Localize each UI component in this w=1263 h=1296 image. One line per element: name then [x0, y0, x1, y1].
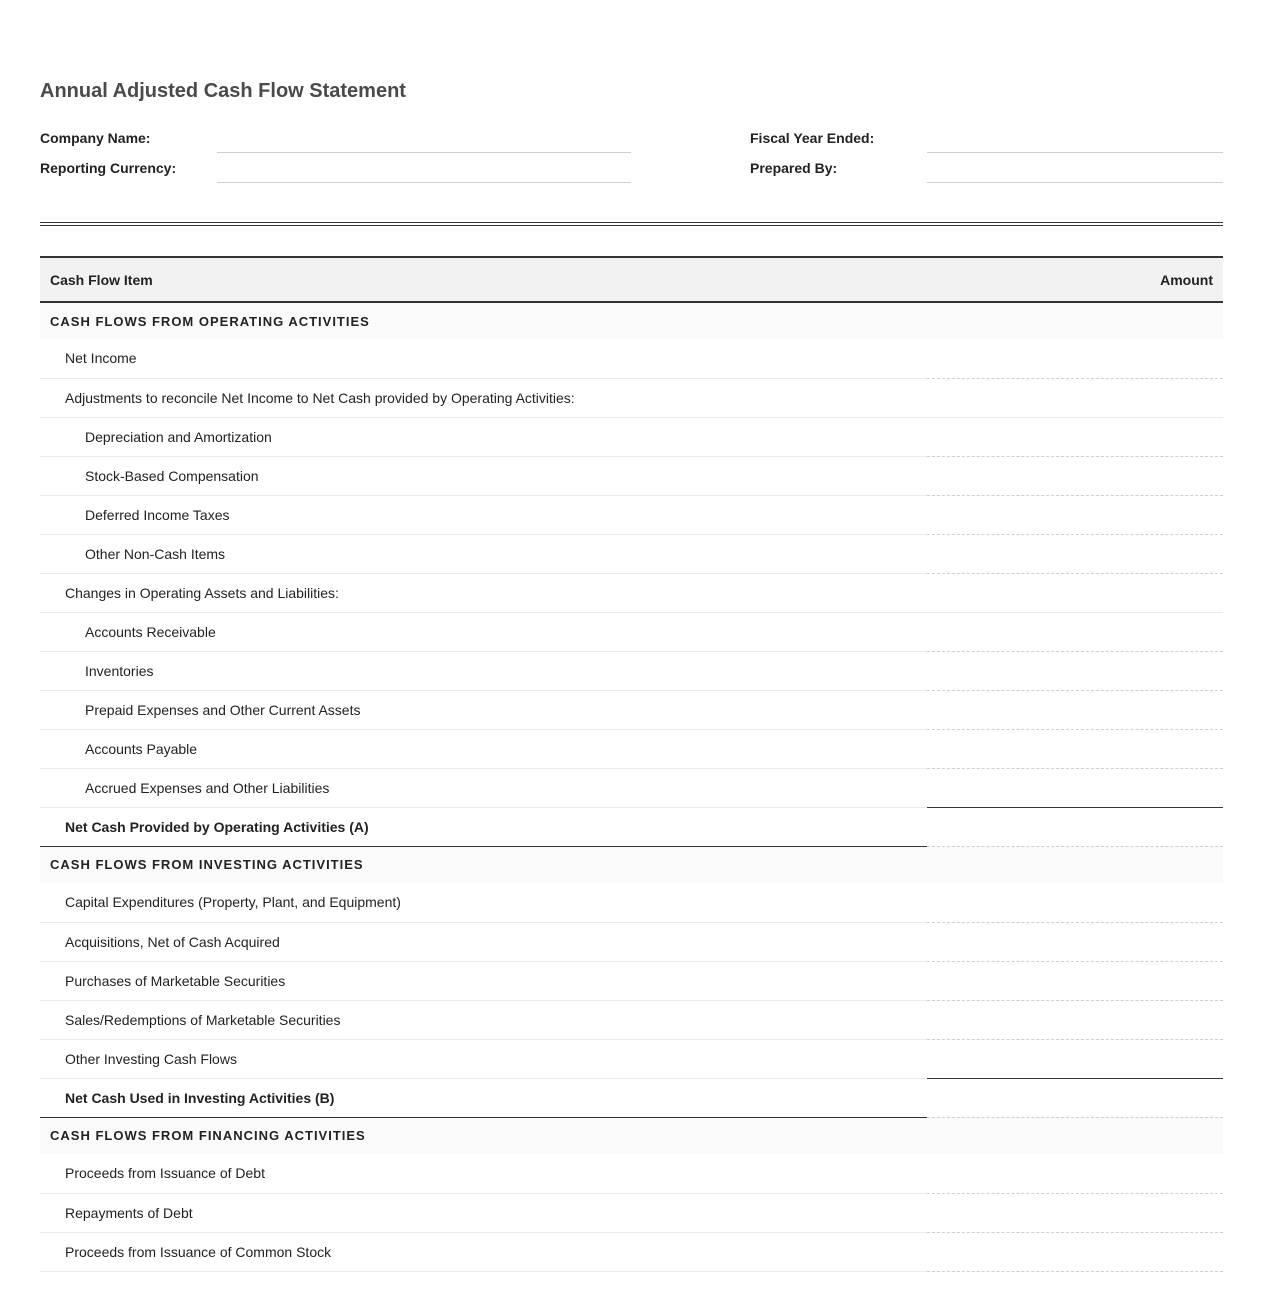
- prepaid-input[interactable]: [927, 691, 1223, 729]
- table-row: [40, 612, 1223, 651]
- table-row: [40, 729, 1223, 768]
- securities-sales-label: Sales/Redemptions of Marketable Securities: [40, 1000, 927, 1039]
- acquisitions-input[interactable]: [927, 923, 1223, 961]
- securities-purchases-label: Purchases of Marketable Securities: [40, 961, 927, 1000]
- column-header-item: Cash Flow Item: [40, 257, 927, 302]
- fiscal-year-field[interactable]: [927, 130, 1223, 153]
- securities-purchases-input[interactable]: [927, 962, 1223, 1000]
- accounts-receivable-input[interactable]: [927, 613, 1223, 651]
- reporting-currency-label: Reporting Currency:: [40, 160, 177, 176]
- table-row: [40, 417, 1223, 456]
- section-operating-row: [40, 302, 1223, 339]
- company-name-field[interactable]: [217, 130, 631, 153]
- prepaid-label: Prepaid Expenses and Other Current Assets: [40, 690, 927, 729]
- stock-comp-label: Stock-Based Compensation: [40, 456, 927, 495]
- table-row: [40, 378, 1223, 417]
- capex-amount[interactable]: [927, 883, 1223, 922]
- stock-issuance-label: Proceeds from Issuance of Common Stock: [40, 1232, 927, 1271]
- other-investing-label: Other Investing Cash Flows: [40, 1039, 927, 1078]
- debt-repayment-amount[interactable]: [927, 1193, 1223, 1232]
- inventories-amount[interactable]: [927, 651, 1223, 690]
- capex-input[interactable]: [927, 883, 1223, 922]
- stock-comp-input[interactable]: [927, 457, 1223, 495]
- table-row: [40, 573, 1223, 612]
- operating-total-row: [40, 807, 1223, 846]
- acquisitions-label: Acquisitions, Net of Cash Acquired: [40, 922, 927, 961]
- stock-issuance-input[interactable]: [927, 1233, 1223, 1271]
- table-row: [40, 495, 1223, 534]
- stock-comp-amount[interactable]: [927, 456, 1223, 495]
- table-row: [40, 768, 1223, 807]
- other-investing-amount[interactable]: [927, 1039, 1223, 1078]
- table-row: [40, 339, 1223, 378]
- prepared-by-field[interactable]: [927, 160, 1223, 183]
- table-row: [40, 1000, 1223, 1039]
- table-row: [40, 961, 1223, 1000]
- table-row: [40, 651, 1223, 690]
- table-header-row: [40, 257, 1223, 302]
- capex-label: Capital Expenditures (Property, Plant, and Equipment): [40, 883, 927, 922]
- accrued-amount[interactable]: [927, 768, 1223, 807]
- table-row: [40, 1193, 1223, 1232]
- prepared-by-label: Prepared By:: [750, 160, 838, 176]
- accrued-label: Accrued Expenses and Other Liabilities: [40, 768, 927, 807]
- debt-issuance-input[interactable]: [927, 1154, 1223, 1193]
- deferred-taxes-input[interactable]: [927, 496, 1223, 534]
- company-name-label: Company Name:: [40, 130, 151, 146]
- acquisitions-amount[interactable]: [927, 922, 1223, 961]
- investing-total-row: [40, 1078, 1223, 1117]
- debt-repayment-label: Repayments of Debt: [40, 1193, 927, 1232]
- changes-heading: Changes in Operating Assets and Liabilities:: [40, 573, 927, 612]
- cash-flow-table: [40, 256, 1223, 1272]
- stock-issuance-amount[interactable]: [927, 1232, 1223, 1271]
- table-row: [40, 1232, 1223, 1271]
- other-non-cash-label: Other Non-Cash Items: [40, 534, 927, 573]
- depreciation-input[interactable]: [927, 418, 1223, 456]
- other-non-cash-amount[interactable]: [927, 534, 1223, 573]
- depreciation-label: Depreciation and Amortization: [40, 417, 927, 456]
- investing-total-label: Net Cash Used in Investing Activities (B): [40, 1078, 927, 1117]
- deferred-taxes-amount[interactable]: [927, 495, 1223, 534]
- adjustments-heading-amount-cell: [927, 378, 1223, 417]
- debt-issuance-amount[interactable]: [927, 1154, 1223, 1193]
- investing-total-input[interactable]: [927, 1079, 1223, 1117]
- operating-total-label: Net Cash Provided by Operating Activities (A): [40, 807, 927, 846]
- prepaid-amount[interactable]: [927, 690, 1223, 729]
- section-financing-row: [40, 1117, 1223, 1154]
- net-income-label: Net Income: [40, 339, 927, 378]
- reporting-currency-field[interactable]: [217, 160, 631, 183]
- other-investing-input[interactable]: [927, 1040, 1223, 1078]
- inventories-input[interactable]: [927, 652, 1223, 690]
- section-investing-header: CASH FLOWS FROM INVESTING ACTIVITIES: [40, 846, 1223, 883]
- accounts-payable-input[interactable]: [927, 730, 1223, 768]
- deferred-taxes-label: Deferred Income Taxes: [40, 495, 927, 534]
- securities-purchases-amount[interactable]: [927, 961, 1223, 1000]
- table-row: [40, 534, 1223, 573]
- investing-total-amount[interactable]: [927, 1078, 1223, 1117]
- changes-heading-amount-cell: [927, 573, 1223, 612]
- header-divider: [40, 222, 1223, 226]
- table-row: [40, 1154, 1223, 1193]
- net-income-amount[interactable]: [927, 339, 1223, 378]
- debt-issuance-label: Proceeds from Issuance of Debt: [40, 1154, 927, 1193]
- other-non-cash-input[interactable]: [927, 535, 1223, 573]
- table-row: [40, 922, 1223, 961]
- accounts-receivable-label: Accounts Receivable: [40, 612, 927, 651]
- adjustments-heading: Adjustments to reconcile Net Income to Net Cash provided by Operating Activities:: [40, 378, 927, 417]
- column-header-amount: Amount: [927, 257, 1223, 302]
- accounts-payable-label: Accounts Payable: [40, 729, 927, 768]
- section-financing-header: CASH FLOWS FROM FINANCING ACTIVITIES: [40, 1117, 1223, 1154]
- operating-total-amount[interactable]: [927, 807, 1223, 846]
- securities-sales-input[interactable]: [927, 1001, 1223, 1039]
- inventories-label: Inventories: [40, 651, 927, 690]
- securities-sales-amount[interactable]: [927, 1000, 1223, 1039]
- debt-repayment-input[interactable]: [927, 1194, 1223, 1232]
- table-row: [40, 690, 1223, 729]
- table-row: [40, 1039, 1223, 1078]
- fiscal-year-label: Fiscal Year Ended:: [750, 130, 875, 146]
- operating-total-input[interactable]: [927, 808, 1223, 846]
- accrued-input[interactable]: [927, 769, 1223, 807]
- accounts-payable-amount[interactable]: [927, 729, 1223, 768]
- depreciation-amount[interactable]: [927, 417, 1223, 456]
- accounts-receivable-amount[interactable]: [927, 612, 1223, 651]
- document-title: Annual Adjusted Cash Flow Statement: [40, 80, 406, 102]
- section-operating-header: CASH FLOWS FROM OPERATING ACTIVITIES: [40, 302, 1223, 339]
- table-row: [40, 883, 1223, 922]
- section-investing-row: [40, 846, 1223, 883]
- net-income-input[interactable]: [927, 339, 1223, 378]
- table-row: [40, 456, 1223, 495]
